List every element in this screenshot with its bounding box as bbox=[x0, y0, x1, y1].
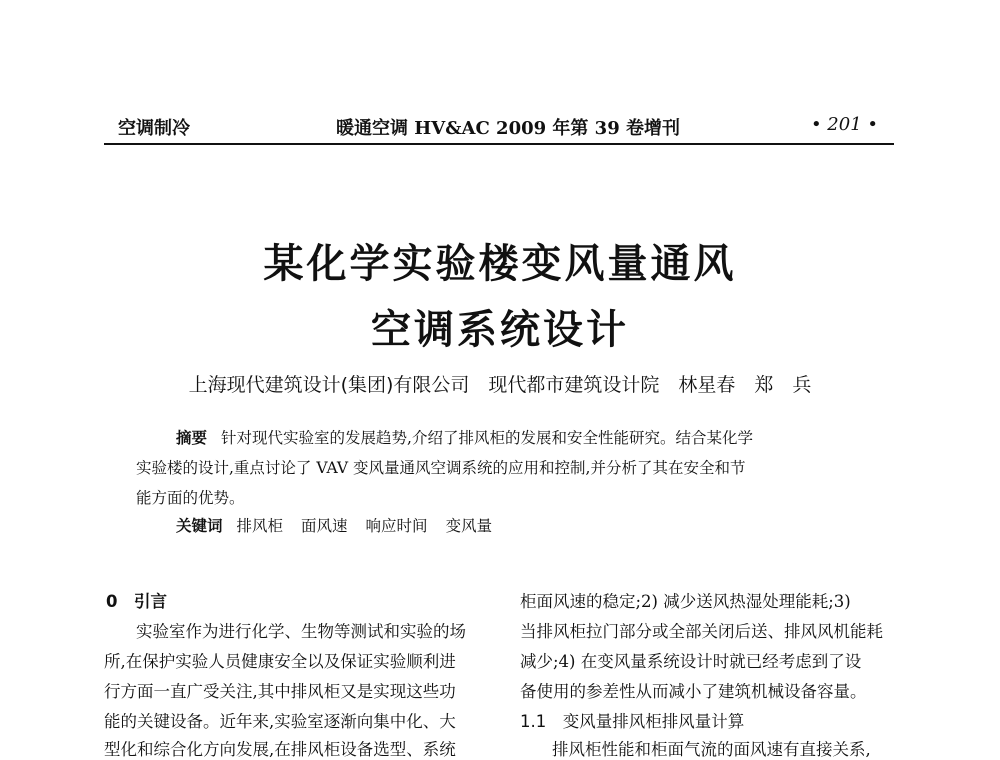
keywords-label: 关键词 bbox=[176, 517, 223, 535]
abstract-text-1: 针对现代实验室的发展趋势,介绍了排风柜的发展和安全性能研究。结合某化学 bbox=[221, 429, 753, 447]
authors: 上海现代建筑设计(集团)有限公司 现代都市建筑设计院 林星春 郑 兵 bbox=[188, 374, 812, 396]
right-paragraph-line: 排风柜性能和柜面气流的面风速有直接关系, bbox=[552, 740, 871, 759]
left-paragraph-line: 型化和综合化方向发展,在排风柜设备选型、系统 bbox=[104, 740, 456, 759]
keyword-item: 响应时间 bbox=[365, 517, 428, 535]
abstract-line-3: 能方面的优势。 bbox=[136, 489, 245, 507]
abstract-line-1 bbox=[176, 426, 753, 448]
right-paragraph-line: 柜面风速的稳定;2) 减少送风热湿处理能耗;3) bbox=[520, 592, 851, 611]
keyword-item: 面风速 bbox=[301, 517, 348, 535]
subsection-heading: 1.1 变风量排风柜排风量计算 bbox=[520, 712, 745, 731]
title-line-1: 某化学实验楼变风量通风 bbox=[263, 240, 737, 287]
abstract-label: 摘要 bbox=[176, 429, 208, 447]
running-header bbox=[104, 113, 894, 145]
header-page-number: • 201 • bbox=[810, 114, 878, 135]
left-paragraph-line: 实验室作为进行化学、生物等测试和实验的场 bbox=[136, 622, 466, 641]
header-section: 空调制冷 bbox=[118, 118, 190, 139]
keywords-line bbox=[176, 514, 510, 536]
title-line-2: 空调系统设计 bbox=[371, 306, 629, 353]
section-heading-intro: 0 引言 bbox=[106, 592, 167, 611]
keyword-item: 排风柜 bbox=[236, 517, 284, 535]
left-paragraph-line: 所,在保护实验人员健康安全以及保证实验顺利进 bbox=[104, 652, 456, 671]
header-journal: 暖通空调 HV&AC 2009 年第 39 卷增刊 bbox=[336, 118, 680, 139]
keyword-item: 变风量 bbox=[445, 517, 493, 535]
right-paragraph-line: 备使用的参差性从而减小了建筑机械设备容量。 bbox=[520, 682, 867, 701]
left-paragraph-line: 能的关键设备。近年来,实验室逐渐向集中化、大 bbox=[104, 712, 456, 731]
right-paragraph-line: 减少;4) 在变风量系统设计时就已经考虑到了设 bbox=[520, 652, 862, 671]
left-paragraph-line: 行方面一直广受关注,其中排风柜又是实现这些功 bbox=[104, 682, 456, 701]
abstract-line-2: 实验楼的设计,重点讨论了 VAV 变风量通风空调系统的应用和控制,并分析了其在安全和节 bbox=[136, 459, 746, 477]
right-paragraph-line: 当排风柜拉门部分或全部关闭后送、排风风机能耗 bbox=[520, 622, 883, 641]
